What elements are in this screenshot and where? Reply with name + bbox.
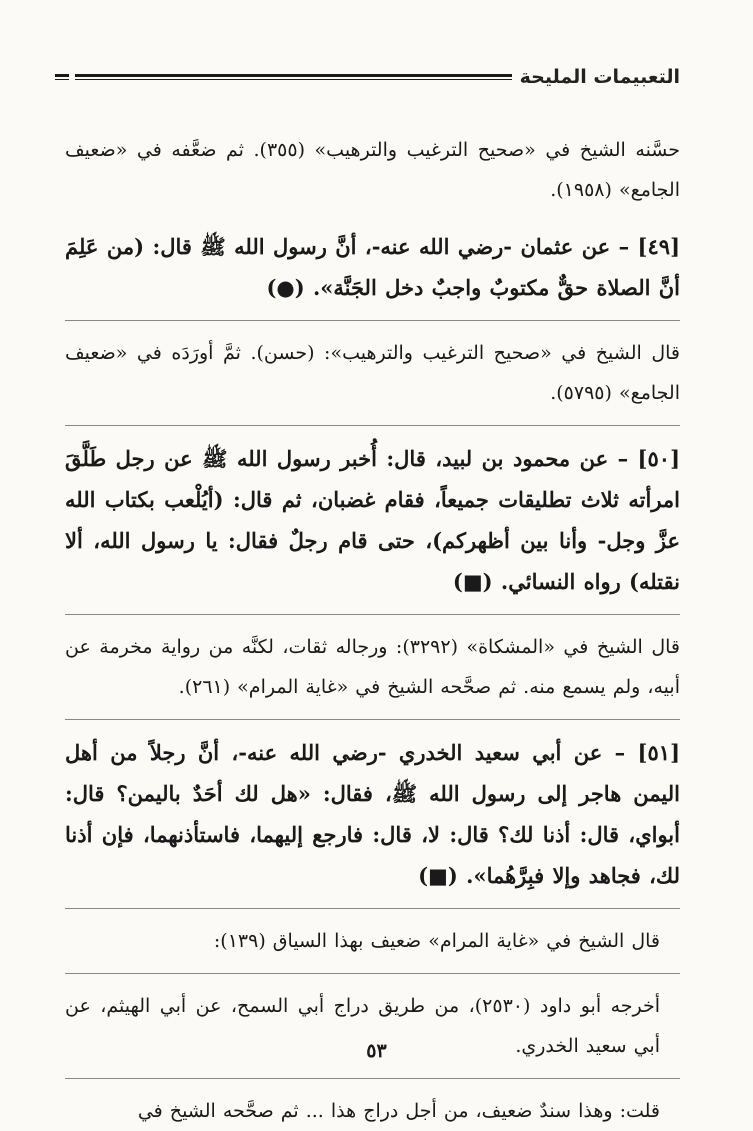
header-rule <box>75 62 512 92</box>
running-title: التعبيمات المليحة <box>519 66 680 88</box>
grading-note: قال الشيخ في «غاية المرام» ضعيف بهذا السياق (١٣٩): <box>213 930 660 952</box>
divider <box>65 320 680 321</box>
divider <box>65 719 680 720</box>
page-number: ٥٣ <box>366 1040 387 1062</box>
grading-note: قال الشيخ في «المشكاة» (٣٢٩٢): ورجاله ثقات، لكنَّه من رواية مخرمة عن أبيه، ولم يسمع منه. ثم صحَّحه الشيخ في «غاية المرام» (٢٦١). <box>65 636 680 698</box>
takhrij-note: أخرجه أبو داود (٢٥٣٠)، من طريق دراج أبي السمح، عن أبي الهيثم، عن أبي سعيد الخدري. <box>65 995 661 1057</box>
divider <box>65 973 680 974</box>
divider <box>65 425 680 426</box>
hadith-49: [٤٩] – عن عثمان -رضي الله عنه-، أنَّ رسول الله ﷺ قال: (من عَلِمَ أنَّ الصلاة حقٌّ مكتوبٌ واجبٌ دخل الجَنَّة». (●) <box>65 234 680 300</box>
page-body <box>65 130 680 1131</box>
author-comment: قلت: وهذا سندٌ ضعيف، من أجل دراج هذا ... ثم صحَّحه الشيخ في <box>137 1100 660 1122</box>
hadith-50: [٥٠] – عن محمود بن لبيد، قال: أُخبر رسول الله ﷺ عن رجل طَلَّقَ امرأته ثلاث تطليقات جميعاً، فقام غضبان، ثم قال: (أيُلْعب بكتاب الله عزَّ وجل- وأنا بين أظهركم)، حتى قام رجلٌ فقال: يا رسول الله، ألا نقتله) رواه النسائي. (■) <box>65 446 680 594</box>
grading-note: حسَّنه الشيخ في «صحيح الترغيب والترهيب» (٣٥٥). ثم ضعَّفه في «ضعيف الجامع» (١٩٥٨). <box>65 139 680 201</box>
grading-note: قال الشيخ في «صحيح الترغيب والترهيب»: (حسن). ثمَّ أورَدَه في «ضعيف الجامع» (٥٧٩٥). <box>65 342 680 404</box>
hadith-51: [٥١] – عن أبي سعيد الخدري -رضي الله عنه-، أنَّ رجلاً من أهل اليمن هاجر إلى رسول الله ﷺ، فقال: «هل لك أحَدٌ باليمن؟ قال: أبواي، قال: أذنا لك؟ قال: لا، قال: فارجع إليهما، فاستأذنهما، فإن أذنا لك، فجاهد وإلا فبِرَّهُما». (■) <box>65 740 680 888</box>
divider <box>65 614 680 615</box>
divider <box>65 1078 680 1079</box>
running-header <box>55 62 680 92</box>
header-end-mark <box>55 74 69 80</box>
divider <box>65 908 680 909</box>
